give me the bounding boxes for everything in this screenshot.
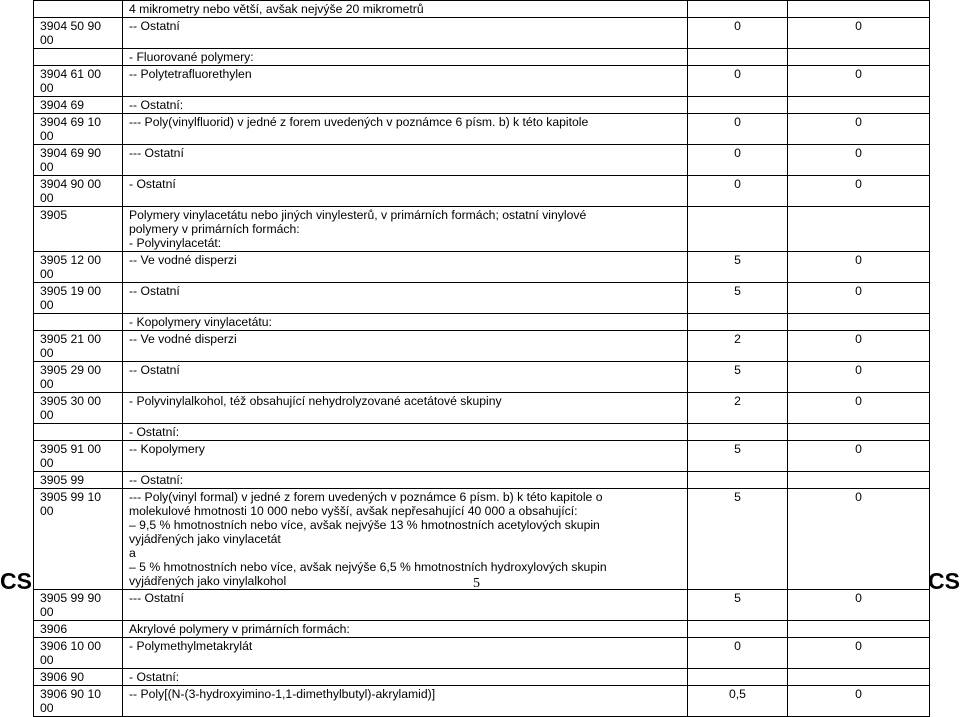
- tariff-code-cell: [34, 424, 123, 441]
- secondary-rate-cell: 0: [788, 489, 930, 590]
- description-line: - Polyvinylacetát:: [129, 236, 222, 250]
- description-cell: [123, 331, 688, 362]
- secondary-rate-cell: 0: [788, 176, 930, 207]
- description-line: --- Ostatní: [129, 591, 184, 605]
- description-line: -- Ve vodné disperzi: [129, 332, 237, 346]
- description-cell: [123, 49, 688, 66]
- description-cell: [123, 686, 688, 717]
- secondary-rate-cell: 0: [788, 638, 930, 669]
- duty-rate-cell: 5: [688, 441, 788, 472]
- description-line: -- Ostatní: [129, 284, 180, 298]
- tariff-code-cell: 3905 12 00 00: [34, 252, 123, 283]
- secondary-rate-cell: 0: [788, 283, 930, 314]
- tariff-code-cell: 3904 69 10 00: [34, 114, 123, 145]
- description-line: - Fluorované polymery:: [129, 50, 254, 64]
- duty-rate-cell: [688, 1, 788, 18]
- description-line: Polymery vinylacetátu nebo jiných vinylesterů, v primárních formách; ostatní vinylové: [129, 208, 587, 222]
- secondary-rate-cell: 0: [788, 66, 930, 97]
- footer-cs-mark-left: CS: [0, 568, 32, 594]
- tariff-code-cell: 3906: [34, 621, 123, 638]
- tariff-code-cell: 3905 19 00 00: [34, 283, 123, 314]
- secondary-rate-cell: 0: [788, 252, 930, 283]
- table-row: [34, 18, 930, 49]
- description-cell: [123, 441, 688, 472]
- duty-rate-cell: 0,5: [688, 686, 788, 717]
- duty-rate-cell: 0: [688, 638, 788, 669]
- tariff-code-cell: 3905: [34, 207, 123, 252]
- secondary-rate-cell: 0: [788, 590, 930, 621]
- description-line: --- Poly(vinyl formal) v jedné z forem uvedených v poznámce 6 písm. b) k této kapitole o: [129, 490, 603, 504]
- description-line: - Kopolymery vinylacetátu:: [129, 315, 272, 329]
- description-cell: [123, 176, 688, 207]
- duty-rate-cell: 2: [688, 331, 788, 362]
- tariff-code-cell: 3906 90 10 00: [34, 686, 123, 717]
- description-cell: [123, 18, 688, 49]
- duty-rate-cell: [688, 207, 788, 252]
- description-line: - Ostatní:: [129, 670, 180, 684]
- description-cell: [123, 314, 688, 331]
- description-line: -- Ostatní:: [129, 98, 184, 112]
- duty-rate-cell: 5: [688, 252, 788, 283]
- table-row: [34, 441, 930, 472]
- secondary-rate-cell: [788, 621, 930, 638]
- table-row: [34, 97, 930, 114]
- description-line: --- Ostatní: [129, 146, 184, 160]
- table-row: [34, 207, 930, 252]
- table-row: [34, 66, 930, 97]
- description-line: --- Poly(vinylfluorid) v jedné z forem uvedených v poznámce 6 písm. b) k této kapitole: [129, 115, 589, 129]
- table-row: [34, 114, 930, 145]
- description-cell: [123, 472, 688, 489]
- description-cell: [123, 145, 688, 176]
- duty-rate-cell: [688, 97, 788, 114]
- page-number: 5: [473, 576, 480, 591]
- table-row: [34, 590, 930, 621]
- description-line: -- Ostatní: [129, 19, 180, 33]
- description-line: molekulové hmotnosti 10 000 nebo vyšší, avšak nepřesahující 40 000 a obsahující:: [129, 504, 578, 518]
- description-line: - Polymethylmetakrylát: [129, 639, 253, 653]
- duty-rate-cell: [688, 621, 788, 638]
- table-row: [34, 331, 930, 362]
- description-line: - Polyvinylalkohol, též obsahující nehydrolyzované acetátové skupiny: [129, 394, 502, 408]
- duty-rate-cell: 5: [688, 362, 788, 393]
- description-line: a: [129, 546, 136, 560]
- duty-rate-cell: [688, 424, 788, 441]
- tariff-code-cell: 3906 10 00 00: [34, 638, 123, 669]
- duty-rate-cell: 0: [688, 66, 788, 97]
- tariff-code-cell: [34, 314, 123, 331]
- tariff-code-cell: 3905 99: [34, 472, 123, 489]
- description-line: vyjádřených jako vinylalkohol: [129, 574, 287, 588]
- description-cell: [123, 114, 688, 145]
- table-row: [34, 472, 930, 489]
- page-footer: [0, 568, 960, 594]
- description-line: – 9,5 % hmotnostních nebo více, avšak nejvýše 13 % hmotnostních acetylových skupin: [129, 518, 600, 532]
- table-row: [34, 393, 930, 424]
- duty-rate-cell: 0: [688, 176, 788, 207]
- table-row: [34, 176, 930, 207]
- description-line: - Ostatní:: [129, 425, 180, 439]
- table-row: [34, 145, 930, 176]
- description-cell: [123, 283, 688, 314]
- duty-rate-cell: 0: [688, 114, 788, 145]
- tariff-code-cell: 3904 69 90 00: [34, 145, 123, 176]
- tariff-code-cell: [34, 49, 123, 66]
- description-cell: [123, 1, 688, 18]
- table-row: [34, 283, 930, 314]
- tariff-code-cell: 3904 61 00 00: [34, 66, 123, 97]
- duty-rate-cell: [688, 314, 788, 331]
- tariff-code-cell: 3905 99 90 00: [34, 590, 123, 621]
- duty-rate-cell: 0: [688, 18, 788, 49]
- description-cell: [123, 207, 688, 252]
- description-line: -- Ve vodné disperzi: [129, 253, 237, 267]
- description-line: Akrylové polymery v primárních formách:: [129, 622, 350, 636]
- tariff-code-cell: 3905 30 00 00: [34, 393, 123, 424]
- table-row: [34, 252, 930, 283]
- description-cell: [123, 424, 688, 441]
- tariff-code-cell: 3905 21 00 00: [34, 331, 123, 362]
- table-row: [34, 49, 930, 66]
- description-line: -- Kopolymery: [129, 442, 205, 456]
- secondary-rate-cell: 0: [788, 145, 930, 176]
- secondary-rate-cell: [788, 97, 930, 114]
- secondary-rate-cell: [788, 207, 930, 252]
- secondary-rate-cell: 0: [788, 393, 930, 424]
- tariff-code-cell: [34, 1, 123, 18]
- table-row: [34, 669, 930, 686]
- duty-rate-cell: 2: [688, 393, 788, 424]
- tariff-code-cell: 3905 91 00 00: [34, 441, 123, 472]
- description-cell: [123, 97, 688, 114]
- secondary-rate-cell: [788, 424, 930, 441]
- description-line: -- Ostatní: [129, 363, 180, 377]
- table-row: [34, 424, 930, 441]
- secondary-rate-cell: 0: [788, 331, 930, 362]
- table-row: [34, 362, 930, 393]
- description-cell: [123, 393, 688, 424]
- description-line: -- Polytetrafluorethylen: [129, 67, 252, 81]
- description-line: -- Ostatní:: [129, 473, 184, 487]
- description-line: vyjádřených jako vinylacetát: [129, 532, 281, 546]
- duty-rate-cell: 0: [688, 145, 788, 176]
- description-cell: [123, 638, 688, 669]
- tariff-code-cell: 3904 90 00 00: [34, 176, 123, 207]
- tariff-code-cell: 3904 69: [34, 97, 123, 114]
- table-row: [34, 621, 930, 638]
- description-line: -- Poly[(N-(3-hydroxyimino-1,1-dimethylbutyl)-akrylamid)]: [129, 687, 436, 701]
- duty-rate-cell: [688, 49, 788, 66]
- secondary-rate-cell: [788, 1, 930, 18]
- table-row: [34, 686, 930, 717]
- description-line: – 5 % hmotnostních nebo více, avšak nejvýše 6,5 % hmotnostních hydroxylových skupin: [129, 560, 607, 574]
- secondary-rate-cell: 0: [788, 362, 930, 393]
- tariff-code-cell: 3906 90: [34, 669, 123, 686]
- description-cell: [123, 621, 688, 638]
- secondary-rate-cell: 0: [788, 441, 930, 472]
- tariff-table-body: [34, 1, 930, 717]
- description-cell: [123, 66, 688, 97]
- table-row: [34, 314, 930, 331]
- tariff-table: [33, 0, 930, 717]
- tariff-code-cell: 3904 50 90 00: [34, 18, 123, 49]
- table-row: [34, 638, 930, 669]
- secondary-rate-cell: [788, 49, 930, 66]
- tariff-code-cell: 3905 99 10 00: [34, 489, 123, 590]
- description-line: 4 mikrometry nebo větší, avšak nejvýše 20 mikrometrů: [129, 2, 424, 16]
- duty-rate-cell: 5: [688, 489, 788, 590]
- secondary-rate-cell: 0: [788, 114, 930, 145]
- secondary-rate-cell: 0: [788, 686, 930, 717]
- duty-rate-cell: 5: [688, 283, 788, 314]
- footer-cs-mark-right: CS: [928, 568, 960, 594]
- description-cell: [123, 362, 688, 393]
- secondary-rate-cell: [788, 669, 930, 686]
- secondary-rate-cell: 0: [788, 18, 930, 49]
- tariff-code-cell: 3905 29 00 00: [34, 362, 123, 393]
- description-line: polymery v primárních formách:: [129, 222, 300, 236]
- duty-rate-cell: [688, 472, 788, 489]
- description-line: - Ostatní: [129, 177, 176, 191]
- description-cell: [123, 590, 688, 621]
- duty-rate-cell: 5: [688, 590, 788, 621]
- description-cell: [123, 669, 688, 686]
- table-row: [34, 1, 930, 18]
- secondary-rate-cell: [788, 472, 930, 489]
- duty-rate-cell: [688, 669, 788, 686]
- description-cell: [123, 252, 688, 283]
- secondary-rate-cell: [788, 314, 930, 331]
